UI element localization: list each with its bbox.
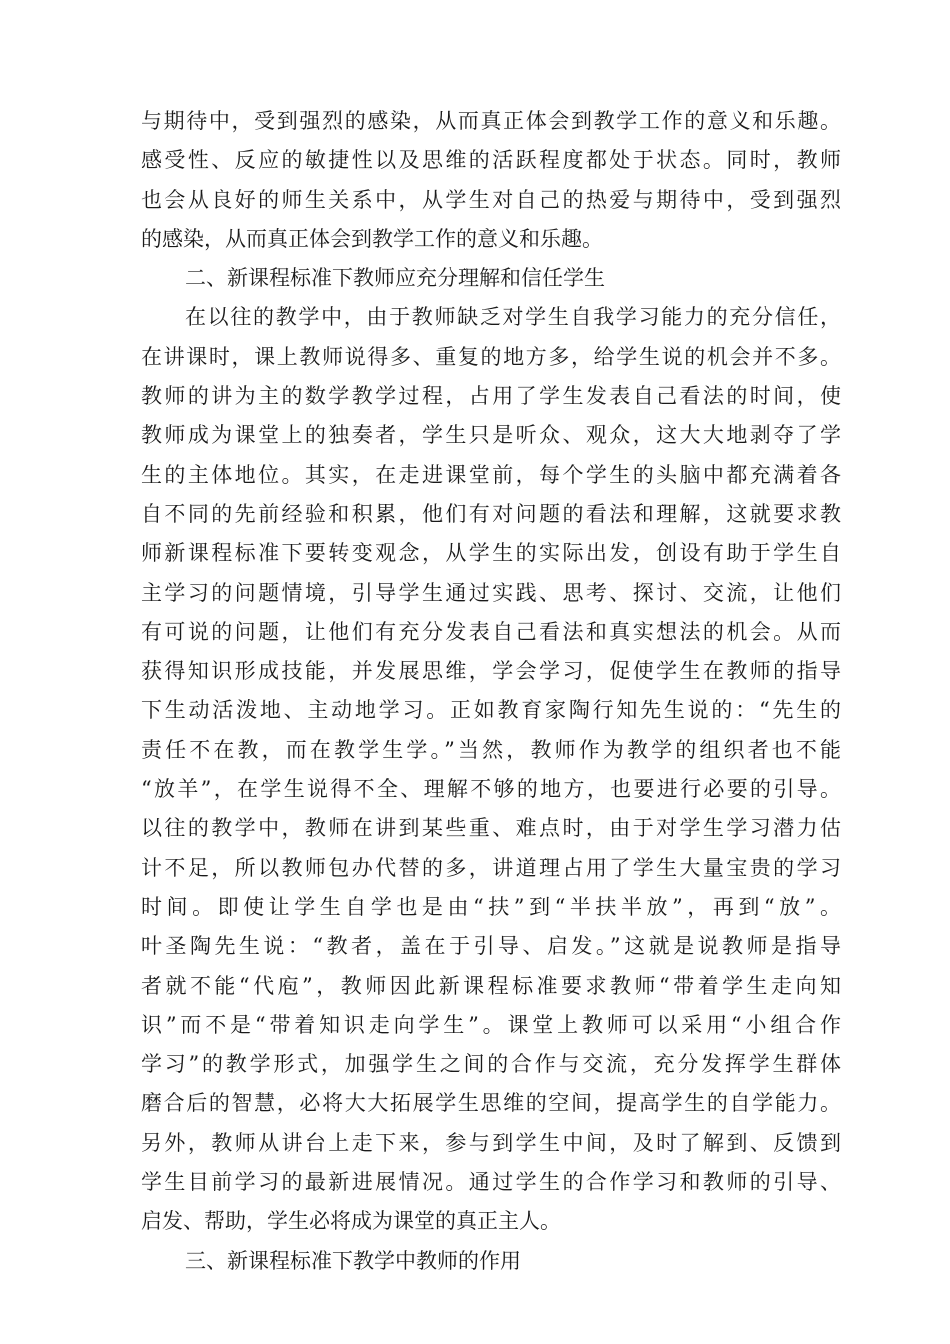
- text-line: “放羊”，在学生说得不全、理解不够的地方，也要进行必要的引导。: [141, 777, 841, 802]
- text-line: 启发、帮助，学生必将成为课堂的真正主人。: [141, 1209, 561, 1234]
- text-line: 学习”的教学形式，加强学生之间的合作与交流，充分发挥学生群体: [141, 1052, 841, 1077]
- text-line: 获得知识形成技能，并发展思维，学会学习，促使学生在教师的指导: [141, 659, 841, 684]
- document-body: [141, 102, 841, 1281]
- text-line: 有可说的问题，让他们有充分发表自己看法和真实想法的机会。从而: [141, 619, 841, 644]
- paragraph: [141, 298, 841, 1241]
- text-line: 的感染，从而真正体会到教学工作的意义和乐趣。: [141, 226, 603, 251]
- text-line: 计不足，所以教师包办代替的多，讲道理占用了学生大量宝贵的学习: [141, 855, 841, 880]
- text-line: 识”而不是“带着知识走向学生”。课堂上教师可以采用“小组合作: [141, 1012, 841, 1037]
- text-line: 教师成为课堂上的独奏者，学生只是听众、观众，这大大地剥夺了学: [141, 423, 841, 448]
- text-line: 下生动活泼地、主动地学习。正如教育家陶行知先生说的：“先生的: [141, 698, 841, 723]
- text-line: 以往的教学中，教师在讲到某些重、难点时，由于对学生学习潜力估: [141, 816, 841, 841]
- text-line: 在讲课时，课上教师说得多、重复的地方多，给学生说的机会并不多。: [141, 344, 841, 369]
- text-line: 另外，教师从讲台上走下来，参与到学生中间，及时了解到、反馈到: [141, 1130, 841, 1155]
- text-line: 师新课程标准下要转变观念，从学生的实际出发，创设有助于学生自: [141, 541, 841, 566]
- text-line: 叶圣陶先生说：“教者，盖在于引导、启发。”这就是说教师是指导: [141, 934, 841, 959]
- text-line: 生的主体地位。其实，在走进课堂前，每个学生的头脑中都充满着各: [141, 462, 841, 487]
- paragraph: [141, 102, 841, 259]
- text-line: 自不同的先前经验和积累，他们有对问题的看法和理解，这就要求教: [141, 501, 841, 526]
- text-line: 责任不在教，而在教学生学。”当然，教师作为教学的组织者也不能: [141, 737, 841, 762]
- text-line: 者就不能“代庖”，教师因此新课程标准要求教师“带着学生走向知: [141, 973, 841, 998]
- text-line: 与期待中，受到强烈的感染，从而真正体会到教学工作的意义和乐趣。: [141, 109, 841, 133]
- text-line: 也会从良好的师生关系中，从学生对自己的热爱与期待中，受到强烈: [141, 187, 841, 212]
- section-heading: 三、新课程标准下教学中教师的作用: [185, 1248, 521, 1273]
- text-line: 磨合后的智慧，必将大大拓展学生思维的空间，提高学生的自学能力。: [141, 1091, 841, 1116]
- section-heading: 二、新课程标准下教师应充分理解和信任学生: [185, 266, 605, 291]
- text-line: 主学习的问题情境，引导学生通过实践、思考、探讨、交流，让他们: [141, 580, 841, 605]
- text-line: 感受性、反应的敏捷性以及思维的活跃程度都处于状态。同时，教师: [141, 148, 841, 173]
- text-line: 在以往的教学中，由于教师缺乏对学生自我学习能力的充分信任，: [185, 305, 841, 330]
- text-line: 学生目前学习的最新进展情况。通过学生的合作学习和教师的引导、: [141, 1170, 841, 1195]
- text-line: 教师的讲为主的数学教学过程，占用了学生发表自己看法的时间，使: [141, 384, 841, 409]
- text-line: 时间。即使让学生自学也是由“扶”到“半扶半放”，再到“放”。: [141, 894, 841, 919]
